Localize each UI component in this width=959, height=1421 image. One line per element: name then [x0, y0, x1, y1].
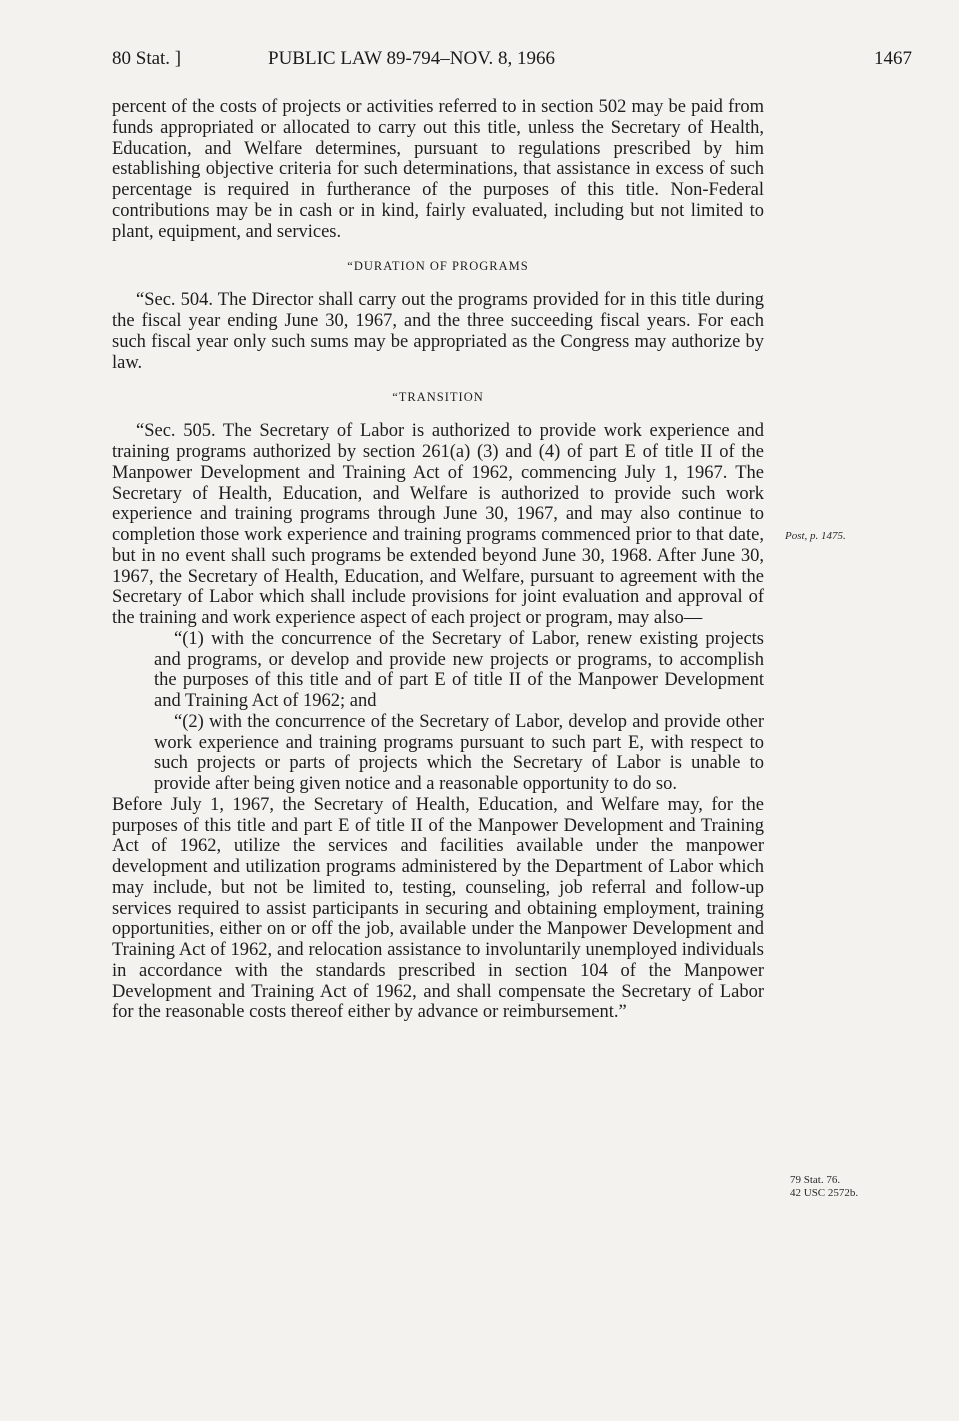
margin-note-stat-line1: 79 Stat. 76.	[790, 1174, 841, 1186]
list-item-1: “(1) with the concurrence of the Secretary of Labor, renew existing projects and programs, or develop and provide new projects or programs, to accomplish the purposes of this title and of part E of title II of the Manpower Development and Training Act of 1962; and	[154, 628, 764, 711]
heading-duration-of-programs: “DURATION OF PROGRAMS	[347, 259, 529, 274]
margin-note-stat	[790, 1174, 858, 1200]
paragraph-before-july: Before July 1, 1967, the Secretary of Health, Education, and Welfare may, for the purposes of this title and part E of title II of the Manpower Development and Training Act of 1962, utilize the services and facilities available under the manpower development and utilization programs administered by the Department of Labor which may include, but not be limited to, testing, counseling, job referral and follow-up services required to assist participants in securing and obtaining employment, training opportunities, either on or off the job, available under the Manpower Development and Training Act of 1962, and relocation assistance to involuntarily unemployed individuals in accordance with the standards prescribed in section 104 of the Manpower Development and Training Act of 1962, and shall compensate the Secretary of Labor for the reasonable costs thereof either by advance or reimbursement.”	[112, 794, 764, 1023]
margin-note-post: Post, p. 1475.	[785, 530, 846, 542]
page-number: 1467	[874, 48, 912, 69]
header-title: PUBLIC LAW 89-794–NOV. 8, 1966	[268, 48, 556, 69]
paragraph-section-505: “Sec. 505. The Secretary of Labor is authorized to provide work experience and training programs authorized by section 261(a) (3) and (4) of part E of title II of the Manpower Development and Training Act of 1962, commencing July 1, 1967. The Secretary of Health, Education, and Welfare is authorized to provide such work experience and training programs through June 30, 1967, and may also continue to completion those work experience and training programs commenced prior to that date, but in no event shall such programs be extended beyond June 30, 1968. After June 30, 1967, the Secretary of Health, Education, and Welfare, pursuant to agreement with the Secretary of Labor which shall include provisions for joint evaluation and approval of the training and work experience aspect of each project or program, may also—	[112, 421, 764, 628]
heading-transition: “TRANSITION	[392, 390, 484, 405]
header-volume: 80 Stat. ]	[112, 48, 182, 69]
paragraph-section-504: “Sec. 504. The Director shall carry out the programs provided for in this title during the fiscal year ending June 30, 1967, and the three succeeding fiscal years. For each such fiscal year only such sums may be appropriated as the Congress may authorize by law.	[112, 290, 764, 373]
document-body	[112, 97, 764, 1023]
running-header	[112, 48, 912, 78]
paragraph-cost-share: percent of the costs of projects or activities referred to in section 502 may be paid from funds appropriated or allocated to carry out this title, unless the Secretary of Health, Education, and Welfare determines, pursuant to regulations prescribed by him establishing objective criteria for such determinations, that assistance in excess of such percentage is required in furtherance of the purposes of this title. Non-Federal contributions may be in cash or in kind, fairly evaluated, including but not limited to plant, equipment, and services.	[112, 97, 764, 242]
list-item-2: “(2) with the concurrence of the Secretary of Labor, develop and provide other work experience and training programs pursuant to such part E, with respect to such projects or parts of projects which the Secretary of Labor is unable to provide after being given notice and a reasonable opportunity to do so.	[154, 711, 764, 794]
margin-note-stat-line2: 42 USC 2572b.	[790, 1187, 859, 1199]
